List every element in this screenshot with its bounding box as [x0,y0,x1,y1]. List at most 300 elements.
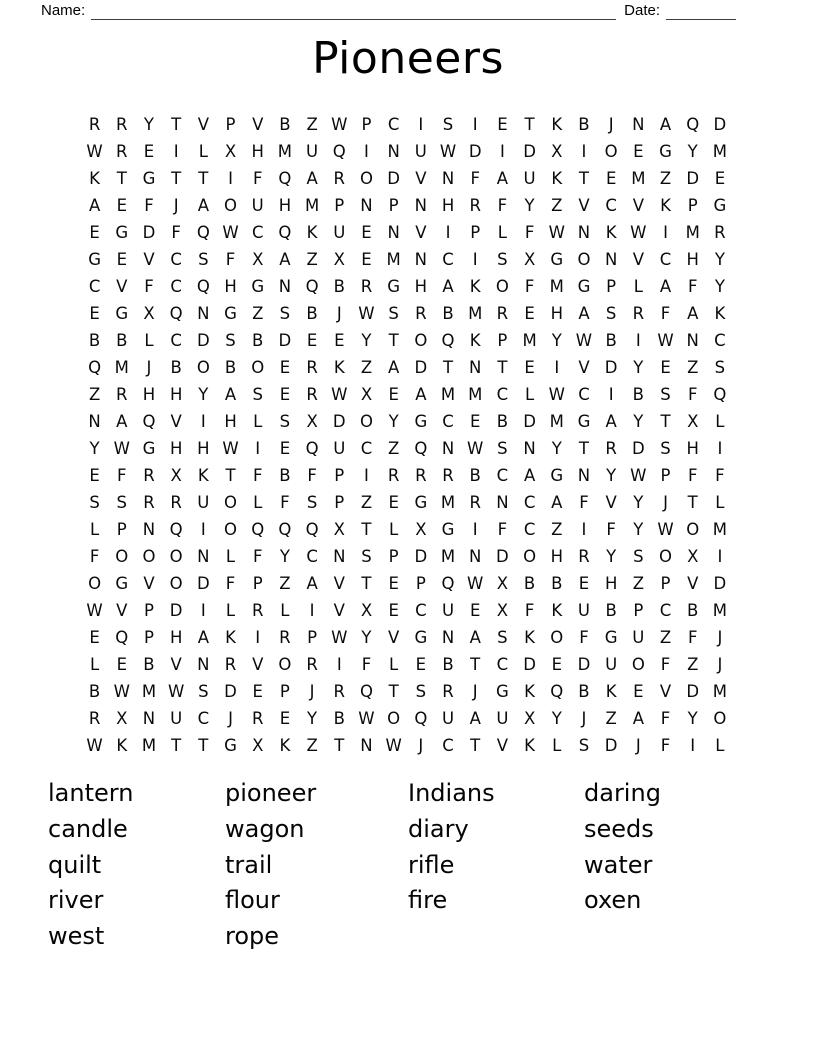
grid-letter: I [717,547,723,566]
grid-letter: T [334,736,345,755]
grid-letter: Z [551,196,563,215]
grid-letter: I [472,250,478,269]
grid-letter: W [331,385,348,404]
grid-letter: O [224,196,238,215]
grid-letter: X [496,574,509,593]
grid-letter: C [306,547,318,566]
grid-letter: N [441,628,455,647]
grid-letter: M [685,223,700,242]
word-bank-word: oxen [584,886,642,915]
grid-letter: E [143,142,155,161]
grid-letter: G [387,277,401,296]
grid-letter: C [496,466,509,485]
word-bank-word: fire [408,886,448,915]
grid-letter: V [632,250,644,269]
grid-letter: D [604,736,618,755]
grid-letter: F [361,655,372,674]
grid-letter: N [686,331,699,350]
grid-letter: B [279,115,291,134]
grid-letter: X [523,709,536,728]
grid-letter: D [278,331,292,350]
grid-letter: N [469,358,482,377]
grid-letter: N [197,547,210,566]
grid-letter: B [143,655,155,674]
grid-letter: S [361,547,372,566]
grid-letter: U [496,709,509,728]
word-bank-column [584,776,661,919]
grid-letter: V [170,655,182,674]
grid-letter: Y [143,115,155,134]
grid-letter: J [146,358,152,377]
grid-letter: P [334,493,345,512]
grid-letter: T [198,736,209,755]
grid-letter: T [687,493,698,512]
grid-letter: A [116,412,128,431]
grid-letter: N [142,709,156,728]
grid-letter: V [143,574,155,593]
grid-letter: Y [687,709,698,728]
grid-letter: S [415,682,427,701]
grid-letter: X [224,142,237,161]
grid-letter: W [467,574,484,593]
grid-letter: V [578,358,590,377]
grid-letter: Q [305,520,319,539]
grid-letter: X [252,250,264,269]
grid-letter: P [143,628,154,647]
date-label: Date: [624,2,660,19]
grid-letter: W [630,223,647,242]
grid-letter: X [496,601,509,620]
grid-letter: Q [251,520,265,539]
grid-letter: K [524,628,535,647]
grid-letter: E [415,655,427,674]
grid-letter: Z [252,304,264,323]
grid-letter: L [280,601,290,620]
grid-letter: W [575,331,593,350]
grid-letter: H [142,385,156,404]
grid-letter: F [470,169,480,188]
grid-letter: O [115,547,129,566]
grid-letter: W [548,385,565,404]
grid-letter: J [608,115,614,134]
grid-letter: C [251,223,264,242]
grid-letter: K [197,466,209,485]
grid-letter: O [359,412,373,431]
grid-letter: S [198,682,209,701]
grid-letter: N [387,142,400,161]
grid-letter: E [89,304,100,323]
grid-letter: X [687,412,699,431]
grid-letter: G [224,736,237,755]
grid-letter: X [523,250,536,269]
grid-letter: E [334,331,345,350]
grid-letter: R [469,493,481,512]
grid-letter: S [198,250,209,269]
grid-letter: B [170,358,182,377]
grid-letter: L [633,277,643,296]
grid-letter: P [307,628,318,647]
grid-letter: E [388,385,399,404]
grid-letter: N [441,169,455,188]
grid-letter: J [717,628,723,647]
page-title: Pioneers [312,33,504,84]
grid-letter: M [712,682,728,701]
grid-letter: X [333,520,345,539]
grid-letter: Z [360,358,373,377]
grid-letter: R [88,709,101,728]
grid-letter: Z [360,493,373,512]
grid-letter: R [442,682,454,701]
grid-letter: C [415,601,427,620]
grid-letter: V [632,196,644,215]
grid-letter: A [224,385,237,404]
grid-letter: H [251,142,264,161]
grid-letter: L [389,655,399,674]
grid-letter: N [632,115,645,134]
grid-letter: R [251,709,264,728]
grid-letter: F [252,547,263,566]
grid-letter: N [523,439,536,458]
grid-letter: B [224,358,237,377]
grid-letter: O [359,169,373,188]
grid-letter: K [605,682,617,701]
grid-letter: W [548,223,565,242]
grid-letter: E [279,358,291,377]
grid-letter: W [222,439,239,458]
grid-letter: G [659,142,672,161]
grid-letter: E [388,493,399,512]
grid-letter: F [579,628,589,647]
word-bank-word: pioneer [225,779,317,807]
grid-letter: D [523,655,536,674]
grid-letter: Z [551,520,563,539]
grid-letter: N [360,196,373,215]
word-bank-word: lantern [48,779,134,807]
grid-letter: F [171,223,181,242]
grid-letter: R [415,466,427,485]
grid-letter: R [632,304,645,323]
grid-letter: S [116,493,128,512]
grid-letter: Z [632,574,644,593]
grid-letter: Z [306,250,318,269]
grid-letter: I [364,142,369,161]
grid-letter: F [89,547,100,566]
grid-letter: A [197,196,209,215]
grid-letter: E [361,223,372,242]
grid-letter: Q [332,142,346,161]
grid-letter: E [497,115,508,134]
grid-letter: U [605,655,618,674]
grid-letter: V [143,250,155,269]
grid-letter: U [333,439,346,458]
grid-letter: P [116,520,127,539]
grid-letter: R [279,628,291,647]
grid-letter: T [470,736,481,755]
grid-letter: R [333,169,346,188]
grid-letter: M [141,682,157,701]
grid-letter: D [523,412,536,431]
grid-letter: M [631,169,646,188]
grid-letter: W [657,520,674,539]
grid-letter: W [331,628,348,647]
grid-letter: L [389,520,399,539]
grid-letter: X [116,709,128,728]
grid-letter: L [225,547,236,566]
grid-letter: F [606,520,616,539]
grid-letter: D [713,115,727,134]
grid-letter: N [278,277,292,296]
grid-letter: E [633,682,644,701]
grid-letter: F [280,493,290,512]
grid-letter: V [388,628,400,647]
grid-letter: M [712,142,728,161]
grid-letter: B [88,331,101,350]
grid-letter: H [224,412,237,431]
word-bank-word: quilt [48,850,102,879]
grid-letter: D [577,655,591,674]
grid-letter: P [361,115,372,134]
grid-letter: J [581,709,587,728]
grid-letter: I [418,115,424,134]
grid-letter: L [89,520,100,539]
grid-letter: I [173,142,179,161]
grid-letter: Y [388,412,399,431]
grid-letter: G [414,412,428,431]
word-bank-word: water [584,850,653,879]
grid-letter: Q [305,277,319,296]
grid-letter: L [144,331,154,350]
grid-letter: K [714,304,726,323]
grid-letter: T [388,331,399,350]
grid-letter: D [196,331,210,350]
grid-letter: C [88,277,101,296]
word-bank [0,776,816,976]
grid-letter: X [306,412,318,431]
grid-letter: A [687,304,699,323]
grid-letter: S [279,304,291,323]
grid-letter: C [523,493,536,512]
grid-letter: N [414,250,428,269]
grid-letter: R [306,358,318,377]
grid-letter: Q [196,223,210,242]
grid-letter: A [496,169,509,188]
grid-letter: V [415,223,427,242]
grid-letter: Q [196,277,210,296]
grid-letter: O [224,493,238,512]
name-label: Name: [41,2,86,19]
grid-letter: F [687,277,698,296]
grid-letter: I [608,385,614,404]
grid-letter: V [415,169,427,188]
grid-letter: K [469,277,481,296]
grid-letter: G [115,223,129,242]
grid-letter: P [143,601,154,620]
grid-letter: R [442,466,454,485]
grid-letter: M [141,736,157,755]
grid-letter: G [414,628,428,647]
grid-letter: N [496,493,509,512]
grid-letter: Y [687,142,698,161]
grid-letter: Y [606,547,617,566]
grid-letter: K [551,115,563,134]
grid-letter: H [686,250,699,269]
grid-letter: M [386,250,401,269]
grid-letter: N [577,223,591,242]
grid-letter: D [496,547,509,566]
grid-letter: G [604,628,618,647]
grid-letter: T [116,169,127,188]
grid-letter: T [470,655,481,674]
grid-letter: I [499,142,505,161]
date-blank-line [666,3,736,20]
grid-letter: P [415,574,426,593]
grid-letter: B [496,412,509,431]
grid-letter: N [441,439,455,458]
grid-letter: H [604,574,618,593]
grid-letter: R [170,493,182,512]
grid-letter: M [522,331,537,350]
grid-letter: R [360,277,373,296]
grid-letter: A [523,466,536,485]
grid-letter: L [198,142,208,161]
grid-letter: W [467,439,484,458]
grid-letter: S [497,628,508,647]
grid-letter: I [309,601,315,620]
grid-letter: E [89,466,100,485]
grid-letter: R [578,547,590,566]
word-bank-word: diary [408,814,469,843]
grid-letter: L [253,493,263,512]
grid-letter: R [387,466,400,485]
grid-letter: C [523,520,536,539]
grid-letter: Q [414,709,428,728]
grid-letter: O [387,709,401,728]
grid-letter: Y [524,196,535,215]
grid-letter: T [524,115,535,134]
grid-letter: R [251,601,264,620]
grid-letter: S [497,250,508,269]
grid-letter: N [142,520,156,539]
grid-letter: U [523,169,536,188]
grid-letter: H [550,304,563,323]
grid-letter: I [581,142,587,161]
grid-letter: L [715,493,725,512]
grid-letter: Y [361,628,372,647]
grid-letter: F [524,277,535,296]
grid-letter: R [306,385,318,404]
grid-letter: T [497,358,508,377]
grid-letter: I [200,520,206,539]
grid-letter: N [604,250,618,269]
grid-letter: G [414,493,428,512]
grid-letter: Y [633,358,644,377]
grid-letter: J [336,304,342,323]
grid-letter: B [605,601,617,620]
grid-letter: I [255,628,261,647]
grid-letter: W [222,223,239,242]
word-bank-word: rifle [408,850,455,879]
grid-letter: J [635,736,641,755]
grid-letter: G [88,250,101,269]
grid-letter: T [578,439,590,458]
grid-letter: J [663,493,668,512]
grid-letter: U [441,709,455,728]
grid-letter: E [306,331,318,350]
grid-letter: V [252,115,264,134]
word-bank-column [225,776,316,955]
grid-letter: E [388,601,399,620]
grid-letter: K [660,196,671,215]
grid-letter: O [169,574,183,593]
grid-letter: Q [441,331,455,350]
grid-letter: Z [279,574,291,593]
grid-letter: A [388,358,400,377]
grid-letter: I [200,412,206,431]
grid-letter: A [469,628,481,647]
grid-letter: V [333,574,345,593]
grid-letter: F [715,466,725,485]
grid-letter: B [442,655,454,674]
grid-letter: P [225,115,236,134]
grid-letter: R [143,493,155,512]
grid-letter: S [306,493,318,512]
grid-letter: O [142,547,156,566]
grid-letter: F [497,520,508,539]
grid-letter: O [604,142,618,161]
grid-letter: Y [551,439,562,458]
grid-letter: K [469,331,481,350]
grid-letter: X [170,466,182,485]
grid-letter: K [605,223,617,242]
grid-letter: I [364,466,369,485]
grid-letter: U [306,142,319,161]
grid-letter: O [414,331,428,350]
grid-letter: I [445,223,451,242]
grid-letter: F [660,304,671,323]
grid-letter: C [714,331,726,350]
grid-letter: F [225,250,236,269]
grid-letter: Z [306,736,318,755]
grid-letter: Y [89,439,100,458]
grid-letter: H [169,385,183,404]
grid-letter: Z [659,628,672,647]
grid-letter: Z [687,358,699,377]
grid-letter: X [143,304,155,323]
grid-letter: M [468,385,483,404]
grid-letter: D [468,142,482,161]
grid-letter: E [89,628,100,647]
grid-letter: Q [142,412,156,431]
grid-letter: Q [441,574,455,593]
grid-letter: E [116,250,127,269]
grid-letter: P [497,331,508,350]
grid-letter: Z [605,709,617,728]
grid-letter: D [414,358,428,377]
grid-letter: R [88,115,101,134]
grid-letter: W [385,736,402,755]
grid-letter: N [360,736,373,755]
grid-letter: E [279,439,291,458]
grid-letter: H [441,196,455,215]
grid-letter: I [554,358,560,377]
grid-letter: B [442,304,454,323]
grid-letter: I [581,520,587,539]
grid-letter: F [524,601,535,620]
grid-letter: T [442,358,454,377]
grid-letter: W [630,466,647,485]
grid-letter: F [117,466,127,485]
grid-letter: Q [550,682,564,701]
